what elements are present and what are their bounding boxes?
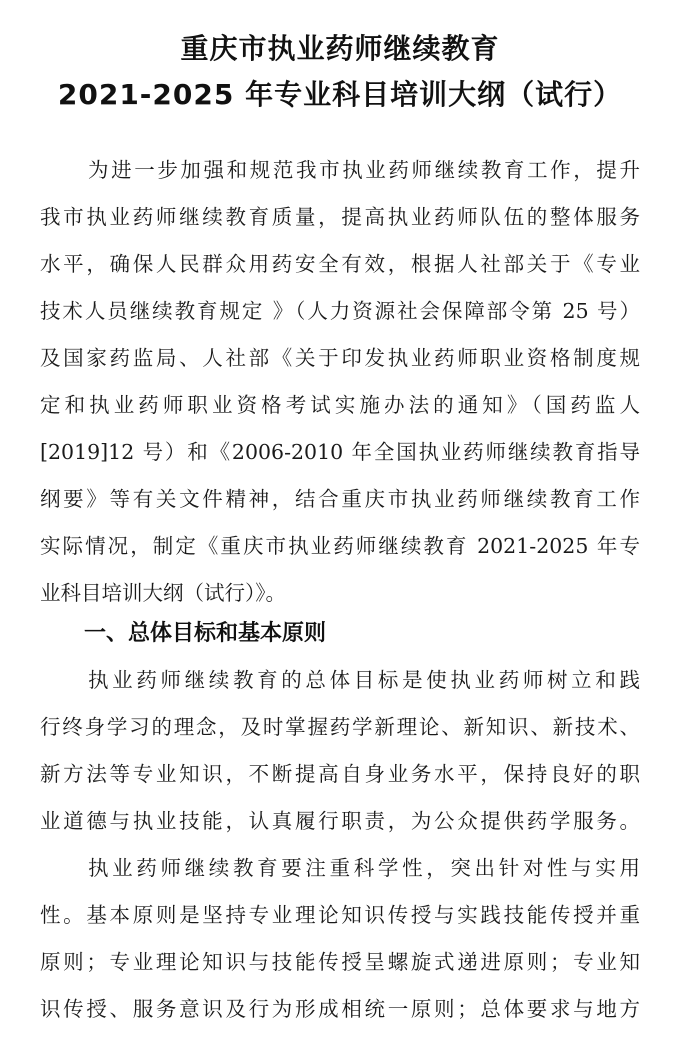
paragraph-1-line: 技术人员继续教育规定 》（人力资源社会保障部令第 25 号） xyxy=(40,299,640,323)
paragraph-2-line: 新方法等专业知识，不断提高自身业务水平，保持良好的职 xyxy=(40,762,640,786)
paragraph-2-line: 执业药师继续教育的总体目标是使执业药师树立和践 xyxy=(88,668,640,692)
paragraph-2-line: 行终身学习的理念，及时掌握药学新理论、新知识、新技术、 xyxy=(40,715,640,739)
paragraph-2-line: 业道德与执业技能，认真履行职责，为公众提供药学服务。 xyxy=(40,809,640,833)
paragraph-3-line: 性。基本原则是坚持专业理论知识传授与实践技能传授并重 xyxy=(40,903,640,927)
paragraph-3-line: 识传授、服务意识及行为形成相统一原则；总体要求与地方 xyxy=(40,997,640,1021)
paragraph-1-line: 业科目培训大纲（试行）》。 xyxy=(40,581,286,605)
paragraph-1-line: 实际情况，制定《重庆市执业药师继续教育 2021-2025 年专 xyxy=(40,534,640,558)
paragraph-3-line: 原则；专业理论知识与技能传授呈螺旋式递进原则；专业知 xyxy=(40,950,640,974)
paragraph-1-line: 我市执业药师继续教育质量，提高执业药师队伍的整体服务 xyxy=(40,205,640,229)
document-title-line-2: 2021-2025 年专业科目培训大纲（试行） xyxy=(57,78,623,111)
paragraph-1-line: 为进一步加强和规范我市执业药师继续教育工作，提升 xyxy=(88,158,640,182)
paragraph-1-line: 水平，确保人民群众用药安全有效，根据人社部关于《专业 xyxy=(40,252,640,276)
paragraph-1-line: 及国家药监局、人社部《关于印发执业药师职业资格制度规 xyxy=(40,346,640,370)
document-title-line-1: 重庆市执业药师继续教育 xyxy=(180,32,500,65)
paragraph-1-line: [2019]12 号）和《2006-2010 年全国执业药师继续教育指导 xyxy=(40,440,640,464)
paragraph-1-line: 纲要》等有关文件精神，结合重庆市执业药师继续教育工作 xyxy=(40,487,640,511)
section-heading: 一、总体目标和基本原则 xyxy=(84,621,327,646)
paragraph-3-line: 执业药师继续教育要注重科学性，突出针对性与实用 xyxy=(88,856,640,880)
paragraph-1-line: 定和执业药师职业资格考试实施办法的通知》（国药监人 xyxy=(40,393,640,417)
